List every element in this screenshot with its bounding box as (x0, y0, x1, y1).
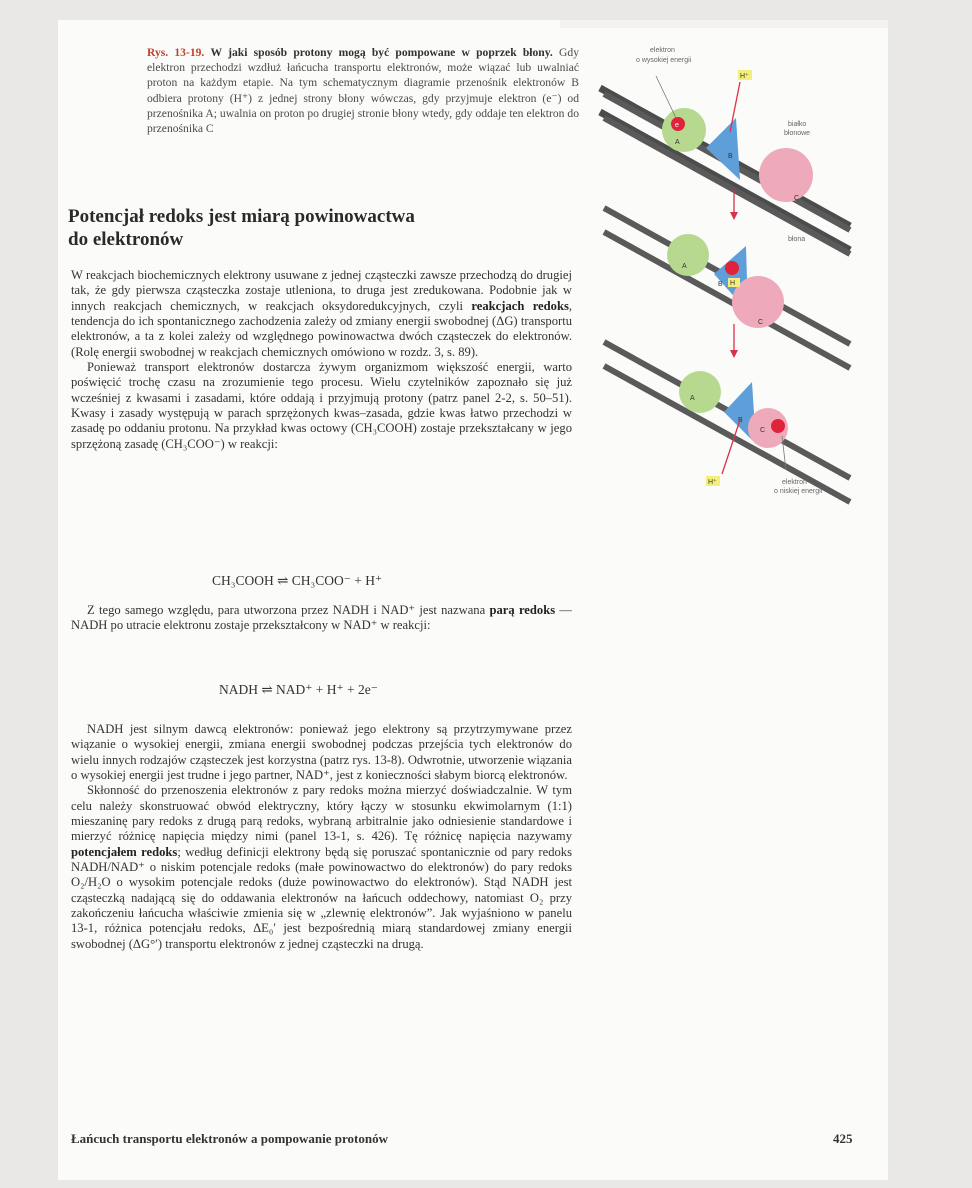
p3-text-a: Z tego samego względu, para utworzona przez NADH i NAD⁺ jest nazwana (87, 603, 486, 617)
low-energy-label-1: elektron (782, 479, 807, 486)
p1-text-b: , tendencja do ich spontanicznego zachodzenia zależy od zmiany energii swobodnej (ΔG) transportu elektronów, a ta z kolei zależy od względnego powinowactwa dwóch cząsteczek do elektronów. (Rolę energii swobodnej w reakcjach chemicznych omówiono w rozdz. 3, s. 89). (71, 298, 573, 359)
body-block-2 (71, 603, 572, 634)
carrier-c-label-2: C (758, 319, 764, 326)
electron-icon-2 (725, 261, 739, 275)
carrier-c-label-3: C (760, 427, 766, 434)
heading-line-2: do elektronów (68, 229, 184, 250)
high-energy-label-2: o wysokiej energii (636, 57, 692, 64)
carrier-b-label-2: B (718, 281, 723, 288)
proton-pumping-figure (588, 40, 858, 510)
caption-text: Gdy elektron przechodzi wzdłuż łańcucha transportu elektronów, może wiązać lub uwalniać proton na każdym etapie. Na tym schematycznym diagramie przenośnik elektronów B odbiera protony (H⁺) z jednej strony błony wówczas, gdy przyjmuje elektron (e⁻) od przenośnika A; uwalnia on proton po drugiej stronie błony wtedy, gdy oddaje ten elektron do przenośnika C (147, 46, 579, 136)
equation-acetic-acid: CH₃COOH ⇌ CH₃COO⁻ + H⁺ (212, 573, 383, 588)
high-energy-label-1: elektron (650, 47, 675, 54)
leader-line (656, 76, 676, 118)
panel-top (604, 47, 850, 254)
caption-title: W jaki sposób protony mogą być pompowane w poprzek błony. (210, 46, 553, 59)
carrier-a-label-3: A (690, 395, 695, 402)
term-potencjal-redoks: potencjałem redoks (71, 844, 178, 859)
paragraph-2: Ponieważ transport elektronów dostarcza żywym organizmom większość energii, warto poświęcić trochę czasu na zrozumienie tego procesu. Wielu czytelników zapoznało się już wcześniej z kwasami i zasadami, które oddają i przyjmują protony (patrz panel 2-2, s. 50–51). Kwasy i zasady występują w parach sprzężonych kwas–zasada, gdzie kwas łatwo przechodzi w zasadę po oddaniu protonu. Na przykład kwas octowy (CH₃COOH) zostaje przekształcany w jego sprzężoną zasadę (CH₃COO⁻) w reakcji: (71, 360, 572, 451)
equation-nadh: NADH ⇌ NAD⁺ + H⁺ + 2e⁻ (219, 682, 378, 697)
caption-label: Rys. 13-19. (147, 46, 205, 59)
carrier-a-circle-2 (667, 234, 709, 276)
term-reakcje-redoks: reakcjach redoks (471, 298, 569, 313)
page-number: 425 (833, 1131, 853, 1146)
carrier-c-circle (759, 148, 813, 202)
carrier-c-label: C (794, 195, 800, 202)
carrier-a-label: A (675, 139, 680, 146)
proton-release-arrow (722, 420, 740, 474)
protein-label-1: białko (788, 121, 807, 128)
step-arrow-1-head (730, 212, 738, 220)
p5-text-a: Skłonność do przenoszenia elektronów z pary redoks można mierzyć doświadczalnie. W tym celu należy skonstruować obwód elektryczny, który łączy w stosunku ekwimolarnym (1:1) mieszaninę pary redoks z drugą parą redoks, wybraną arbitralnie jako odniesienie standardowe i mierzyć różnicę napięcia między nimi (panel 13-1, s. 426). Tę różnicę napięcia nazywamy (71, 783, 572, 844)
carrier-a-circle-3 (679, 371, 721, 413)
carrier-b-label-3: B (738, 417, 743, 424)
proton-label-bottom: H⁺ (708, 479, 717, 486)
electron-icon-3 (771, 419, 785, 433)
paragraph-4: NADH jest silnym dawcą elektronów: ponieważ jego elektrony są przytrzymywane przez wiązanie o wysokiej energii, zmiana energii swobodnej podczas przejścia tych elektronów do wielu innych rodzajów cząsteczek jest korzystna (patrz rys. 13-8). Odwrotnie, utworzenie wiązania o wysokiej energii jest trudne i jego partner, NAD⁺, jest z konieczności słabym biorcą elektronów. (71, 722, 572, 783)
running-footer-title: Łańcuch transportu elektronów a pompowanie protonów (71, 1131, 388, 1146)
membrane-label: błona (788, 236, 806, 243)
carrier-b-label: B (728, 153, 733, 160)
body-block-3 (71, 722, 572, 952)
low-energy-label-2: o niskiej energii (774, 488, 823, 495)
p1-text-a: W reakcjach biochemicznych elektrony usuwane z jednej cząsteczki zawsze przechodzą do drugiej tak, że gdy pierwsza cząsteczka zostaje utleniona, to druga jest zredukowana. Podobnie jak w innych reakcjach chemicznych, w reakcjach oksydoredukcyjnych, czyli (71, 268, 572, 313)
bleed-through-shade (560, 20, 888, 28)
heading-line-1: Potencjał redoks jest miarą powinowactwa (68, 206, 415, 227)
proton-bound-label: H (730, 280, 736, 287)
p3-text-b: — NADH po utracie elektronu zostaje przekształcony w NAD⁺ w reakcji: (71, 603, 572, 633)
proton-label-top: H⁺ (740, 73, 749, 80)
step-arrow-2-head (730, 350, 738, 358)
p5-text-b: ; według definicji elektrony będą się poruszać spontanicznie od pary redoks NADH/NAD⁺ o niskim potencjale redoks (małe powinowactwo do elektronów) do pary redoks O₂/H₂O o wysokim potencjale redoks (duże powinowactwo do elektronów). Stąd NADH jest cząsteczką nadającą się do oddawania elektronów na łańcuch oddechowy, natomiast O₂ przy zakończeniu łańcucha właściwie zmienia się w „zlewnię elektronów”. Jak wyjaśniono w panelu 13-1, różnica potencjału redoks, ΔE₀′ jest bezpośrednią miarą standardowej zmiany energii swobodnej (ΔG°′) transportu elektronów z jednej cząsteczki na drugą. (71, 844, 572, 951)
paragraph-1 (71, 268, 572, 360)
paragraph-3 (71, 603, 572, 634)
electron-label: e (675, 122, 679, 129)
term-para-redoks: parą redoks (489, 603, 556, 617)
carrier-a-circle (662, 108, 706, 152)
section-heading (68, 205, 528, 251)
carrier-a-label-2: A (682, 263, 687, 270)
protein-label-2: błonowe (784, 130, 811, 137)
paragraph-5 (71, 783, 572, 952)
figure-caption (147, 45, 579, 136)
body-block-1 (71, 268, 572, 452)
